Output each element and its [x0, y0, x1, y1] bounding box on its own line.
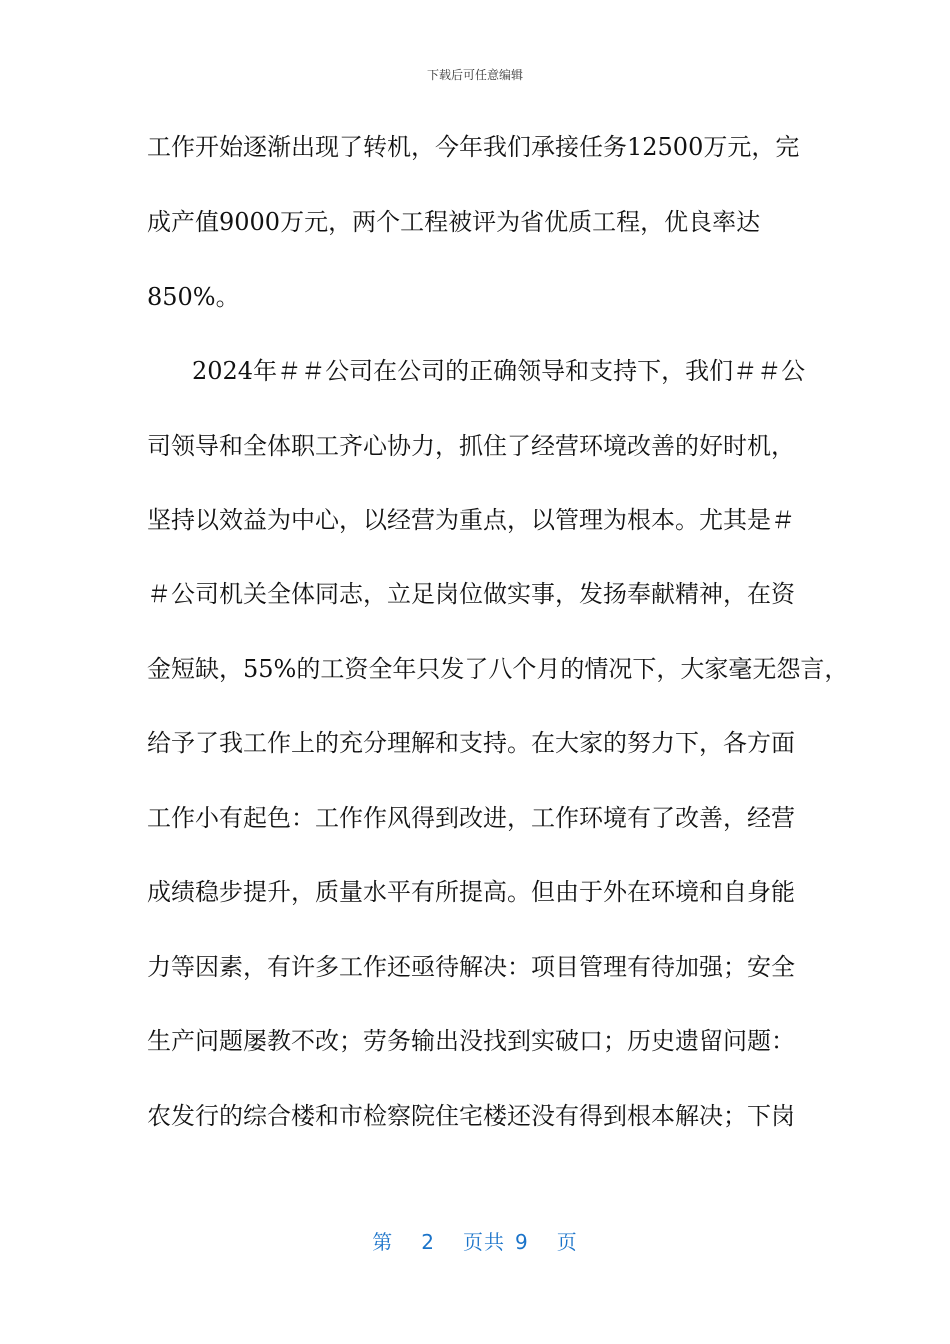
body-line-12: 力等因素，有许多工作还亟待解决：项目管理有待加强；安全 — [147, 953, 795, 981]
header-note: 下载后可任意编辑 — [426, 68, 523, 82]
page-prefix: 第 — [372, 1230, 394, 1254]
body-line-2: 成产值9000万元，两个工程被评为省优质工程，优良率达 — [147, 208, 761, 236]
body-line-5: 司领导和全体职工齐心协力，抓住了经营环境改善的好时机， — [147, 432, 795, 460]
body-line-4: 2024年＃＃公司在公司的正确领导和支持下，我们＃＃公 — [192, 357, 806, 385]
page-middle: 页共 — [463, 1230, 505, 1254]
page-suffix: 页 — [556, 1230, 578, 1254]
body-line-14: 农发行的综合楼和市检察院住宅楼还没有得到根本解决；下岗 — [147, 1102, 795, 1130]
body-line-7: ＃公司机关全体同志，立足岗位做实事，发扬奉献精神，在资 — [147, 580, 795, 608]
body-line-10: 工作小有起色：工作作风得到改进，工作环境有了改善，经营 — [147, 804, 795, 832]
body-line-9: 给予了我工作上的充分理解和支持。在大家的努力下，各方面 — [147, 729, 795, 757]
page-number-footer — [0, 1226, 950, 1255]
page-current: 2 — [421, 1230, 435, 1254]
body-line-8: 金短缺，55%的工资全年只发了八个月的情况下，大家毫无怨言， — [147, 655, 849, 683]
body-line-1: 工作开始逐渐出现了转机，今年我们承接任务12500万元，完 — [147, 133, 800, 161]
body-line-11: 成绩稳步提升，质量水平有所提高。但由于外在环境和自身能 — [147, 878, 795, 906]
body-line-13: 生产问题屡教不改；劳务输出没找到实破口；历史遗留问题： — [147, 1027, 795, 1055]
body-line-6: 坚持以效益为中心，以经营为重点，以管理为根本。尤其是＃ — [147, 506, 795, 534]
body-line-3: 850%。 — [147, 283, 240, 311]
page-total: 9 — [515, 1230, 529, 1254]
